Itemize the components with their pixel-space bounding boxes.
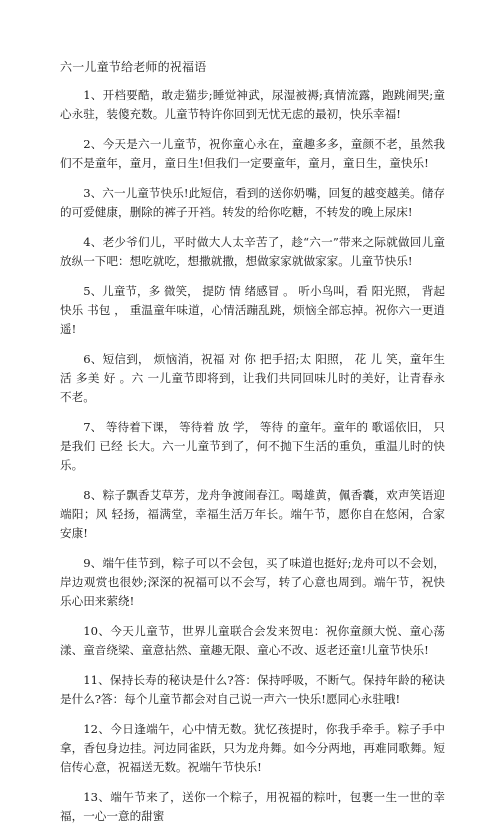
paragraph-11: 11、保持长寿的秘诀是什么?答：保持呼吸，不断气。保持年龄的秘诀是什么?答：每个儿童节都会对自己说一声六一快乐!愿同心永驻哦! bbox=[60, 673, 445, 706]
paragraph-12: 12、今日逢端午，心中情无数。犹忆孩提时，你我手牵手。粽子手中拿，香包身边挂。河边同雀跃，只为龙舟舞。如今分两地，再难同歌舞。短信传心意，祝福送无数。祝端午节快乐! bbox=[60, 722, 445, 774]
paragraph-13: 13、端午节来了，送你一个粽子，用祝福的粽叶，包裹一生一世的幸福，一心一意的甜蜜 bbox=[60, 790, 445, 823]
paragraph-2: 2、今天是六一儿童节，祝你童心永在，童趣多多，童颜不老，虽然我们不是童年，童月，童日生!但我们一定要童年，童月，童日生，童快乐! bbox=[60, 137, 445, 170]
document-title: 六一儿童节给老师的祝福语 bbox=[60, 60, 207, 74]
paragraph-8: 8、粽子飘香艾草芳，龙舟争渡闹春江。喝雄黄，佩香囊，欢声笑语迎端阳；风 轻扬，福满堂，幸福生活万年长。端午节，愿你自在悠闲，合家安康! bbox=[60, 488, 445, 540]
paragraph-3: 3、六一儿童节快乐!此短信，看到的送你奶嘴，回复的越变越美。储存的可爱健康，删除的裤子开裆。转发的给你吃糖，不转发的晚上尿床! bbox=[60, 186, 445, 219]
paragraph-4: 4、老少爷们儿，平时做大人太辛苦了，趁“六一”带来之际就做回儿童放纵一下吧：想吃就吃，想撒就撒，想做家家就做家家。儿童节快乐! bbox=[60, 235, 445, 268]
paragraph-6: 6、短信到， 烦恼消，祝福 对 你 把手招;太 阳照， 花 儿 笑，童年生活 多美 好 。六 一儿童节即将到，让我们共同回味儿时的美好，让青春永不老。 bbox=[60, 352, 445, 404]
paragraph-9: 9、端午佳节到，粽子可以不会包，买了味道也挺好;龙舟可以不会划，岸边观赏也很妙;深深的祝福可以不会写，转了心意也周到。端午节，祝快乐心田来萦绕! bbox=[60, 556, 445, 608]
paragraph-1: 1、开档要酷，敢走猫步;睡觉神武，尿湿被褥;真情流露，跑跳闹哭;童心永驻，装傻充数。儿童节特许你回到无忧无虑的最初，快乐幸福! bbox=[60, 88, 445, 121]
document-body bbox=[60, 58, 445, 837]
paragraph-5: 5、儿童节，多 微笑， 提防 情 绪感冒 。 听小鸟叫，看 阳光照， 背起快乐 书包 ， 重温童年味道，心情活蹦乱跳，烦恼全部忘掉。祝你六一更逍遥! bbox=[60, 284, 445, 336]
paragraph-7: 7、 等待着下课， 等待着 放 学， 等待 的童年。童年的 歌谣依旧， 只是我们 已经 长大。六一儿童节到了，何不抛下生活的重负，重温儿时的快乐。 bbox=[60, 420, 445, 472]
paragraph-10: 10、今天儿童节，世界儿童联合会发来贺电：祝你童颜大悦、童心荡漾、童音绕梁、童意拈然、童趣无限、童心不改、返老还童!儿童节快乐! bbox=[60, 624, 445, 657]
